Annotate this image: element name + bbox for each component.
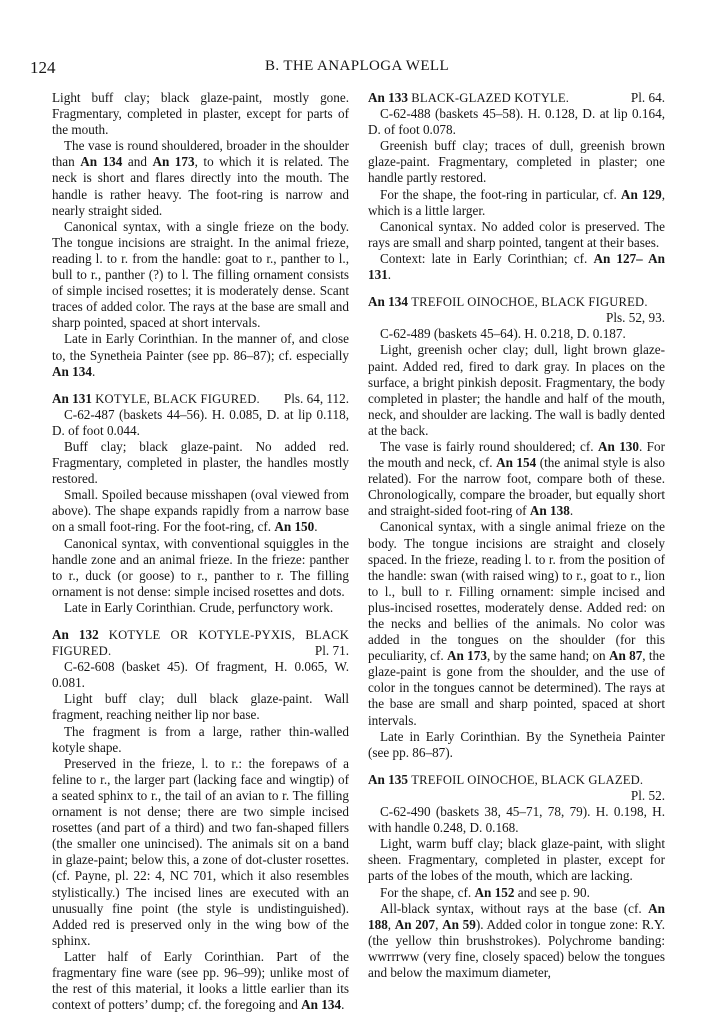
catalog-ref: An 173 bbox=[152, 154, 195, 170]
entry-heading-an134 bbox=[368, 294, 665, 326]
an132-frieze: Preserved in the frieze, l. to r.: the forepaws of a feline to r., the larger part (lacking face and wingtip) of a seated sphinx to r., the tail of an avian to r. The filling ornament is not dense; there are two simple incised rosettes (and part of a third) and two fan-shaped fillers (the smaller one unincised). The animals sit on a band in glaze-paint; below this, a zone of dot-cluster rosettes. (cf. Payne, pl. 22: 4, NC 701, which it also resembles stylistically.) The incised lines are executed with an unusually fine point (the style is undistinguished). Added red is preserved only in the wing bow of the sphinx. bbox=[52, 755, 349, 948]
left-column bbox=[52, 90, 349, 1013]
an132-date: Latter half of Early Corinthian. Part of the fragmentary fine ware (see pp. 96–99); unlike most of the rest of this material, it looks a little earlier than its context of potters’ dump; cf. the foregoing and An 134. bbox=[52, 948, 349, 1013]
entry-heading-an133 bbox=[368, 90, 665, 106]
catalog-ref: An 129 bbox=[620, 186, 662, 202]
catalog-ref: An 152 bbox=[474, 884, 515, 900]
catalog-ref: An 138 bbox=[529, 503, 570, 519]
running-title: B. THE ANAPLOGA WELL bbox=[264, 58, 450, 74]
an130-syntax: Canonical syntax, with a single frieze on the body. The tongue incisions are straight. In the animal frieze, reading l. to r. from the handle: goat to r., panther to l., bull to r., panther (?) to l. The filling ornament consists of simple incised rosettes; it is moderately dense. Scant traces of added color. The rays at the base are small and sharp pointed, spaced at short intervals. bbox=[52, 218, 349, 331]
catalog-ref: An 188 bbox=[368, 900, 665, 932]
entry-id: An 131 bbox=[52, 390, 92, 406]
page-header bbox=[30, 58, 684, 78]
entry-heading-an131 bbox=[52, 391, 349, 407]
catalog-ref: An 150 bbox=[274, 519, 315, 535]
right-column bbox=[368, 90, 665, 981]
catalog-ref: An 130 bbox=[597, 438, 639, 454]
entry-title: BLACK-GLAZED KOTYLE. bbox=[411, 91, 570, 105]
plate-ref: Pls. 64, 112. bbox=[283, 390, 349, 406]
an132-description: Light buff clay; dull black glaze-paint. Wall fragment, reaching neither lip nor base. bbox=[52, 691, 349, 723]
catalog-ref: An 134 bbox=[301, 997, 342, 1013]
entry-title: TREFOIL OINOCHOE, BLACK GLAZED. bbox=[411, 772, 644, 787]
an132-shape: The fragment is from a large, rather thin-walled kotyle shape. bbox=[52, 723, 349, 755]
an130-date: Late in Early Corinthian. In the manner of, and close to, the Synetheia Painter (see pp. 86–87); cf. especially An 134. bbox=[52, 331, 349, 379]
an131-shape: Small. Spoiled because misshapen (oval viewed from above). The shape expands rapidly from a narrow base on a small foot-ring. For the foot-ring, cf. An 150. bbox=[52, 487, 349, 535]
catalog-ref: An 127– An 131 bbox=[368, 250, 665, 283]
entry-heading-an132 bbox=[52, 627, 349, 659]
an135-meta: C-62-490 (baskets 38, 45–71, 78, 79). H. 0.198, H. with handle 0.248, D. 0.168. bbox=[368, 804, 665, 836]
entry-id: An 132 bbox=[52, 627, 99, 642]
an133-description: Greenish buff clay; traces of dull, greenish brown glaze-paint. Fragmentary, completed in plaster; one handle partly restored. bbox=[368, 138, 665, 186]
catalog-ref: An 134 bbox=[80, 154, 123, 170]
plate-ref: Pl. 64. bbox=[630, 90, 665, 105]
page-number: 124 bbox=[30, 58, 56, 77]
an131-syntax: Canonical syntax, with conventional squiggles in the handle zone and an animal frieze. In the frieze: panther to r., duck (or goose) to r., panther to r. The filling ornament is not dense: simple incised rosettes and dots. bbox=[52, 535, 349, 599]
an134-syntax: Canonical syntax, with a single animal frieze on the body. The tongue incisions are straight and closely spaced. In the frieze, reading l. to r. from the position of the handle: swan (with raised wing) to r., goat to r., lion to l., bull to r. Filling ornament: simple incised and plus-incised rosettes, moderately dense. Added red: on the necks and bellies of the animals. No color was added in the tongues on the shoulder (for this peculiarity, cf. An 173, by the same hand; on An 87, the glaze-paint is gone from the shoulder, and the use of color in the tongues cannot be determined). The rays at the base are small and sharp pointed, spaced at short intervals. bbox=[368, 519, 666, 728]
catalog-ref: An 173 bbox=[446, 648, 487, 664]
catalog-ref: An 134 bbox=[52, 363, 92, 379]
catalog-ref: An 59 bbox=[442, 916, 476, 932]
catalog-ref: An 207 bbox=[394, 916, 436, 932]
plate-ref: Pl. 71. bbox=[314, 643, 349, 659]
an133-context: Context: late in Early Corinthian; cf. An 127– An 131. bbox=[368, 250, 665, 283]
an135-shape: For the shape, cf. An 152 and see p. 90. bbox=[380, 884, 590, 900]
an135-description: Light, warm buff clay; black glaze-paint, with slight sheen. Fragmentary, completed in plaster, except for parts of the lobes of the mouth, which are lacking. bbox=[368, 836, 665, 884]
an135-syntax: All-black syntax, without rays at the base (cf. An 188, An 207, An 59). Added color in tongue zone: R.Y. (the yellow thin brushstrokes). Polychrome banding: wwrrrww (very fine, closely spaced) below the tongues and below the maximum diameter, bbox=[368, 900, 666, 980]
an134-shape: The vase is fairly round shouldered; cf. An 130. For the mouth and neck, cf. An 154 (the animal style is also related). For the narrow foot, compare both of these. Chronologically, compare the broader, but equally short and straight-sided foot-ring of An 138. bbox=[368, 438, 666, 519]
catalog-ref: An 87 bbox=[608, 648, 643, 664]
plate-ref: Pl. 52. bbox=[630, 787, 665, 803]
an133-meta: C-62-488 (baskets 45–58). H. 0.128, D. at lip 0.164, D. of foot 0.078. bbox=[368, 106, 665, 138]
entry-id: An 134 bbox=[368, 294, 408, 310]
entry-title: TREFOIL OINOCHOE, BLACK FIGURED. bbox=[411, 295, 648, 310]
an133-syntax: Canonical syntax. No added color is preserved. The rays are small and sharp pointed, tangent at their bases. bbox=[368, 218, 665, 250]
an131-description: Buff clay; black glaze-paint. No added red. Fragmentary, completed in plaster, the handles mostly restored. bbox=[52, 438, 349, 487]
entry-title: KOTYLE, BLACK FIGURED. bbox=[95, 391, 260, 406]
an131-meta: C-62-487 (baskets 44–56). H. 0.085, D. at lip 0.118, D. of foot 0.044. bbox=[52, 406, 349, 438]
an134-date: Late in Early Corinthian. By the Synetheia Painter (see pp. 86–87). bbox=[368, 728, 665, 760]
entry-id: An 133 bbox=[368, 90, 408, 105]
an132-meta: C-62-608 (basket 45). Of fragment, H. 0.065, W. 0.081. bbox=[52, 659, 349, 691]
entry-heading-an135 bbox=[368, 771, 665, 803]
an130-shape: The vase is round shouldered, broader in the shoulder than An 134 and An 173, to which it is related. The neck is short and flares directly into the mouth. The handle is rather heavy. The foot-ring is narrow and nearly straight sided. bbox=[52, 138, 349, 218]
an134-description: Light, greenish ocher clay; dull, light brown glaze-paint. Added red, fired to dark gray. In places on the surface, a bright pinkish deposit. Fragmentary, the body completed in plaster; the handle and half of the mouth, neck, and shoulder are lacking. The wall is badly dented at the back. bbox=[368, 342, 665, 438]
entry-id: An 135 bbox=[368, 771, 408, 787]
an134-meta: C-62-489 (baskets 45–64). H. 0.218, D. 0.187. bbox=[380, 326, 626, 342]
an133-shape: For the shape, the foot-ring in particular, cf. An 129, which is a little larger. bbox=[368, 186, 665, 218]
plate-ref: Pls. 52, 93. bbox=[606, 310, 665, 326]
an131-date: Late in Early Corinthian. Crude, perfunctory work. bbox=[64, 599, 334, 615]
an130-description: Light buff clay; black glaze-paint, mostly gone. Fragmentary, completed in plaster, except for parts of the mouth. bbox=[52, 90, 349, 138]
entry-title: KOTYLE OR KOTYLE-PYXIS, BLACK FIGURED. bbox=[52, 628, 350, 659]
catalog-ref: An 154 bbox=[496, 455, 537, 471]
